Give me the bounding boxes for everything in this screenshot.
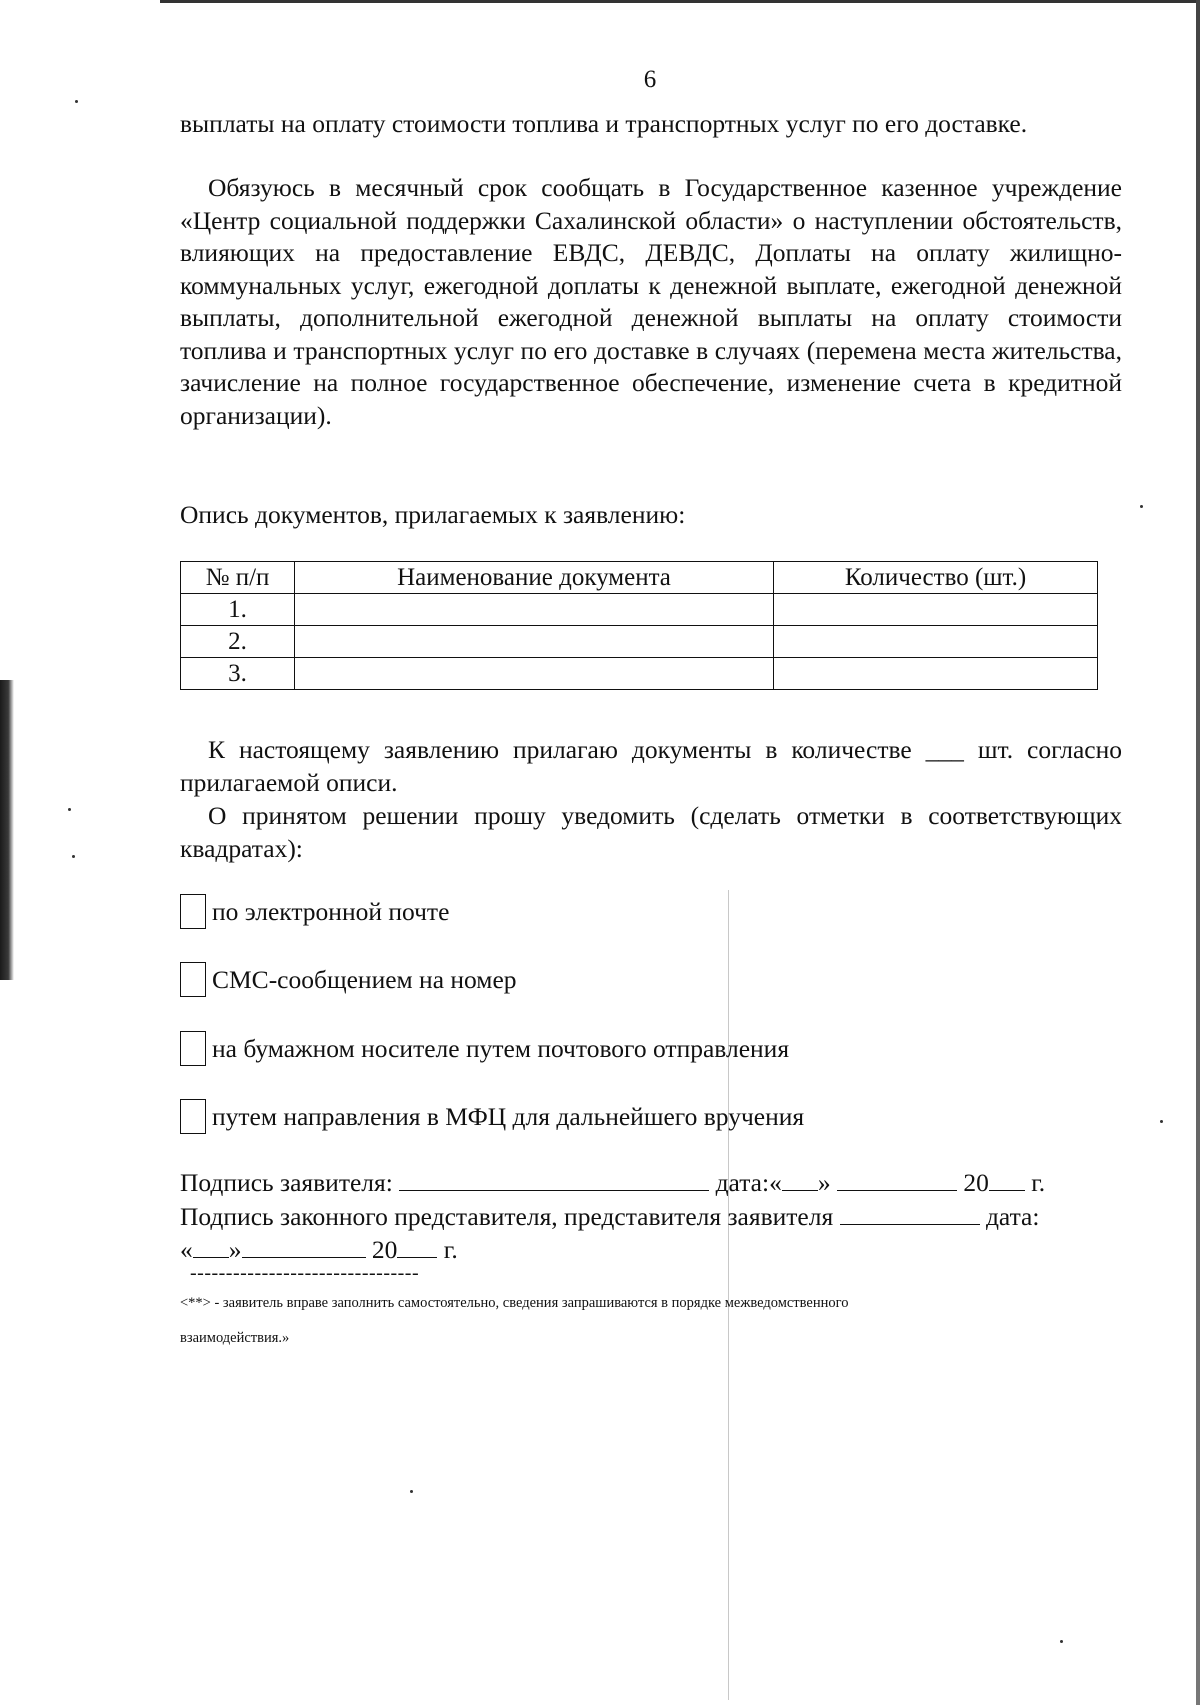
scan-edge-left [0, 680, 14, 980]
header-number: № п/п [181, 562, 295, 594]
header-document-name: Наименование документа [295, 562, 774, 594]
checkbox-post[interactable] [180, 1031, 206, 1066]
open-quote: « [769, 1168, 782, 1197]
documents-table [180, 561, 1098, 690]
option-label: путем направления в МФЦ для дальнейшего вручения [212, 1101, 805, 1131]
scan-edge-right [1196, 0, 1200, 1705]
paragraph-attached-documents [180, 734, 1122, 799]
documents-list-title: Опись документов, прилагаемых к заявлению: [180, 500, 686, 529]
applicant-date-label: дата: [715, 1168, 770, 1197]
checkbox-sms[interactable] [180, 962, 206, 997]
representative-signature-line [180, 1200, 1125, 1233]
row-number: 2. [181, 626, 295, 658]
applicant-signature-label: Подпись заявителя: [180, 1168, 393, 1197]
notify-option-sms[interactable] [180, 962, 517, 997]
attach-lead: К настоящему заявлению прилагаю документы в количестве [208, 735, 912, 764]
notify-option-email[interactable] [180, 894, 449, 929]
paragraph-payment-continuation: выплаты на оплату стоимости топлива и транспортных услуг по его доставке. [180, 109, 1028, 138]
row-document-name[interactable] [295, 626, 774, 658]
notify-option-post[interactable] [180, 1031, 789, 1066]
year-suffix: г. [443, 1235, 458, 1264]
footnote-separator: -------------------------------- [190, 1262, 420, 1284]
row-quantity[interactable] [774, 626, 1098, 658]
header-quantity: Количество (шт.) [774, 562, 1098, 594]
representative-signature-field[interactable] [840, 1202, 980, 1225]
notify-option-mfc[interactable] [180, 1099, 804, 1134]
page-number: 6 [643, 66, 657, 93]
table-header-row [181, 562, 1098, 594]
applicant-signature-field[interactable] [399, 1168, 709, 1191]
scan-speck [1160, 1120, 1163, 1123]
scan-speck [1060, 1640, 1063, 1643]
row-quantity[interactable] [774, 594, 1098, 626]
checkbox-email[interactable] [180, 894, 206, 929]
applicant-signature-line [180, 1166, 1125, 1199]
scan-speck [410, 1490, 413, 1493]
scan-speck [75, 100, 78, 103]
attach-tail: шт. согласно прилагаемой описи. [180, 735, 1123, 797]
scan-speck [1140, 505, 1143, 508]
close-quote: » [817, 1168, 831, 1197]
scan-speck [68, 808, 71, 811]
footnote-line-2: взаимодействия.» [180, 1330, 290, 1346]
row-number: 1. [181, 594, 295, 626]
representative-signature-label: Подпись законного представителя, представителя заявителя [180, 1202, 834, 1231]
table-row [181, 626, 1098, 658]
checkbox-mfc[interactable] [180, 1099, 206, 1134]
year-prefix: 20 [963, 1168, 989, 1197]
applicant-year-field[interactable] [989, 1168, 1025, 1191]
scan-edge-top [160, 0, 1200, 3]
table-row [181, 594, 1098, 626]
option-label: по электронной почте [212, 896, 450, 926]
applicant-day-field[interactable] [782, 1168, 818, 1191]
row-document-name[interactable] [295, 658, 774, 690]
applicant-month-field[interactable] [837, 1168, 957, 1191]
representative-year-field[interactable] [397, 1235, 437, 1258]
option-label: на бумажном носителе путем почтового отправления [212, 1033, 790, 1063]
footnote-line-1: <**> - заявитель вправе заполнить самостоятельно, сведения запрашиваются в порядке межведомственного [180, 1295, 849, 1311]
scan-speck [72, 855, 75, 858]
row-quantity[interactable] [774, 658, 1098, 690]
open-quote: « [180, 1235, 193, 1264]
year-suffix: г. [1031, 1168, 1046, 1197]
row-number: 3. [181, 658, 295, 690]
representative-day-field[interactable] [193, 1235, 229, 1258]
representative-date-label: дата: [985, 1202, 1040, 1231]
option-label: СМС-сообщением на номер [212, 964, 517, 994]
year-prefix: 20 [371, 1235, 398, 1264]
paragraph-obligation: Обязуюсь в месячный срок сообщать в Государственное казенное учреждение «Центр социальной поддержки Сахалинской области» о наступлении обстоятельств, влияющих на предоставление ЕВДС, ДЕВДС, Доплаты на оплату жилищно-коммунальных услуг, ежегодной доплаты к денежной выплате, ежегодной денежной выплаты, дополнительной ежегодной денежной выплаты на оплату стоимости топлива и транспортных услуг по его доставке в случаях (перемена места жительства, зачисление на полное государственное обеспечение, изменение счета в кредитной организации). [180, 173, 1122, 430]
row-document-name[interactable] [295, 594, 774, 626]
close-quote: » [228, 1235, 242, 1264]
table-row [181, 658, 1098, 690]
attach-count-blank[interactable]: ___ [925, 735, 964, 764]
paragraph-notify-request: О принятом решении прошу уведомить (сделать отметки в соответствующих квадратах): [180, 801, 1122, 863]
representative-month-field[interactable] [242, 1235, 366, 1258]
